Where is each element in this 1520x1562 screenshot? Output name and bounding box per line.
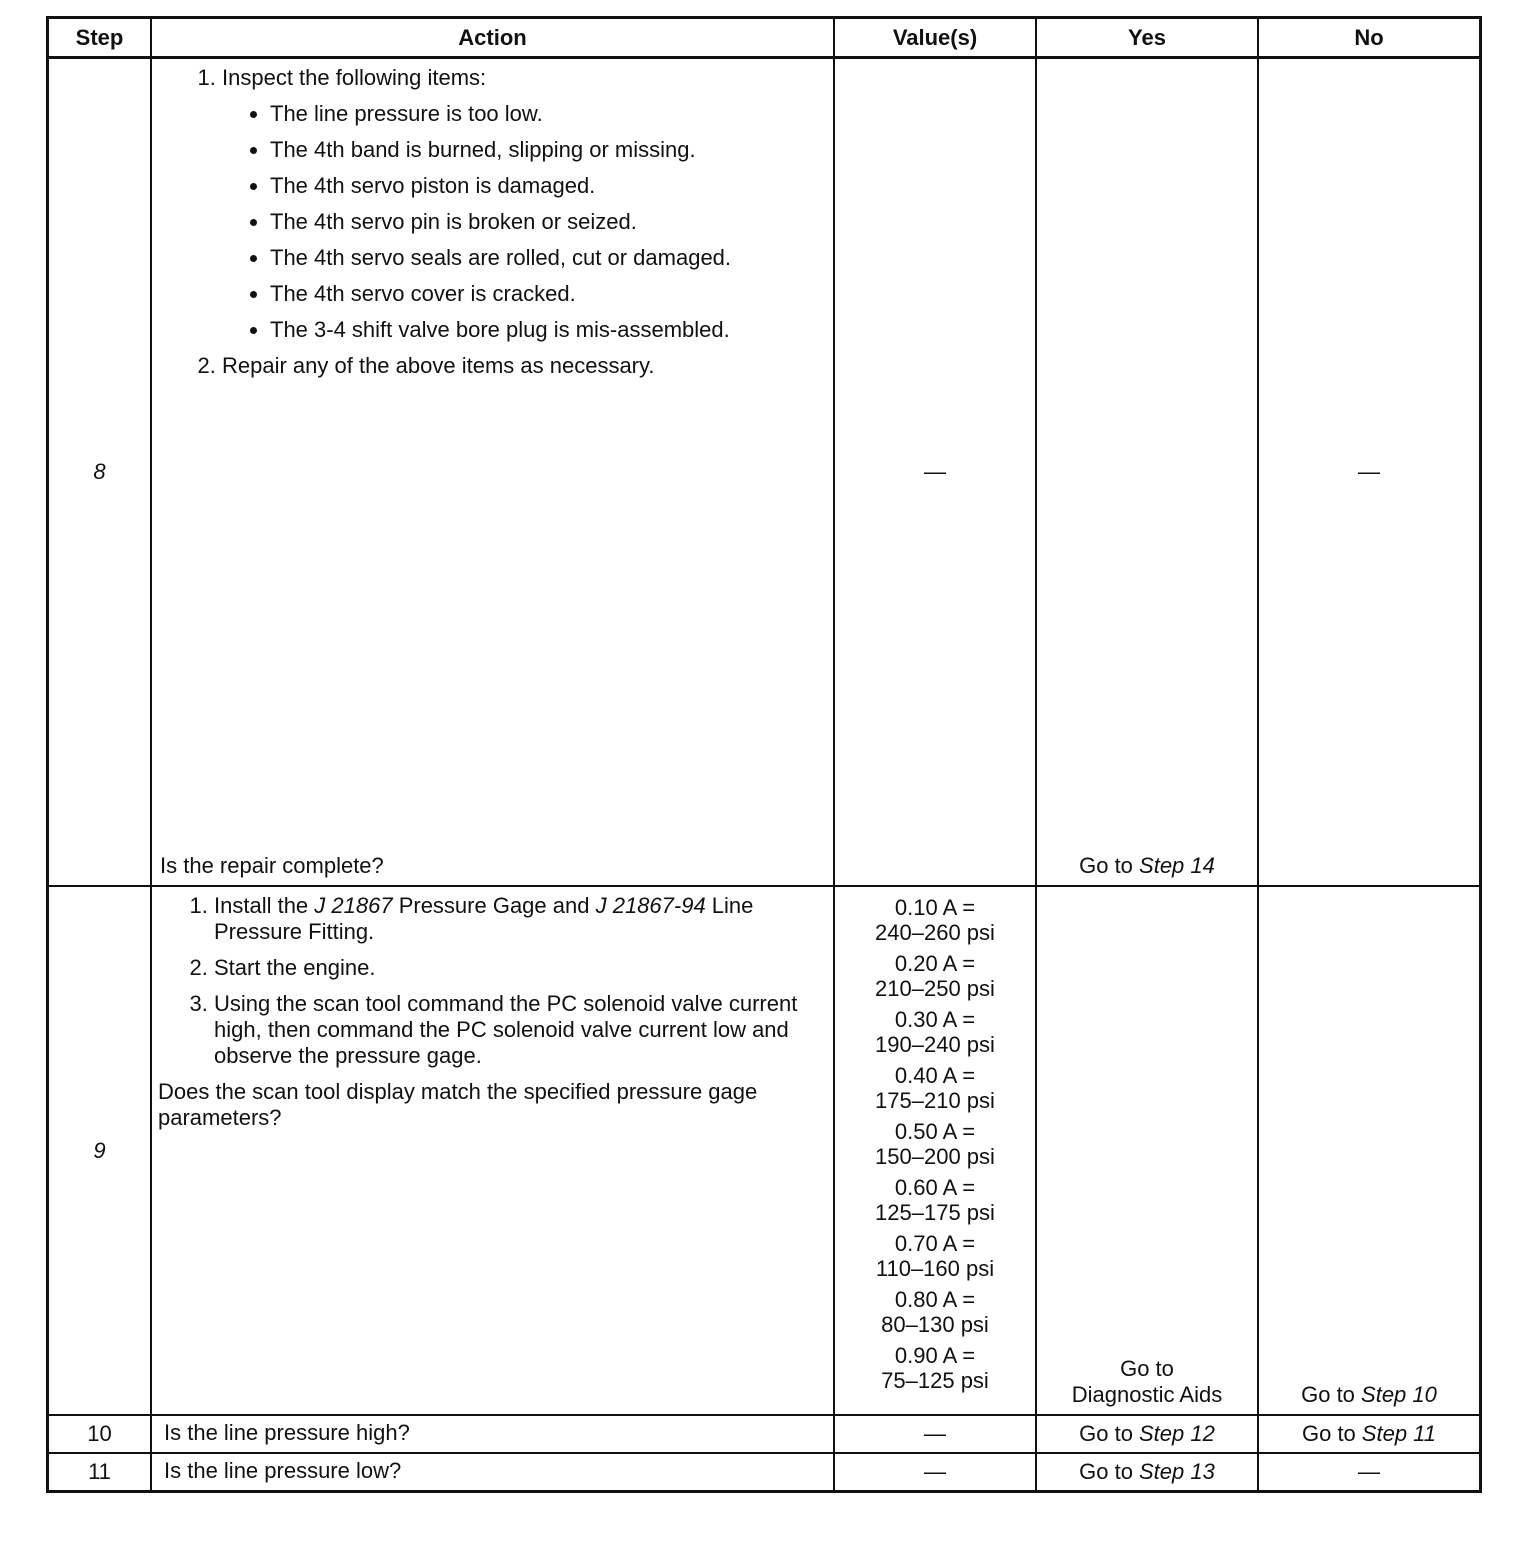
action-step-1 [222, 65, 825, 343]
action-step-2: 2. Start the engine. [214, 955, 825, 981]
value-pair [835, 1119, 1035, 1169]
value-current: 0.70 A = [894, 1231, 976, 1256]
yes-cell [1037, 887, 1259, 1414]
value-pressure: 75–125 psi [881, 1368, 989, 1393]
value-pressure: 175–210 psi [875, 1088, 995, 1113]
no-dash: — [1358, 459, 1380, 484]
no-cell [1259, 1454, 1479, 1490]
action-step-text: Inspect the following items: [222, 65, 487, 90]
yes-prefix: Go to [1079, 1421, 1133, 1446]
values-dash: — [924, 1459, 946, 1484]
yes-step-ref: Step 12 [1138, 1421, 1215, 1446]
value-pressure: 210–250 psi [875, 976, 995, 1001]
tool-ref: J 21867 [314, 893, 393, 918]
value-pressure: 240–260 psi [875, 920, 995, 945]
value-current: 0.40 A = [894, 1063, 976, 1088]
table-header-row [49, 19, 1479, 59]
table-row-step-11 [49, 1454, 1479, 1490]
action-text: Line Pressure Fitting. [214, 893, 754, 944]
values-cell [835, 887, 1037, 1414]
inspection-item: • The line pressure is too low. [270, 101, 825, 127]
value-pressure: 190–240 psi [875, 1032, 995, 1057]
inspection-item: • The 4th servo piston is damaged. [270, 173, 825, 199]
diagnostic-table [46, 16, 1482, 1493]
header-action: Action [152, 19, 835, 56]
value-pair [835, 1063, 1035, 1113]
header-step: Step [49, 19, 152, 56]
action-step-2 [222, 353, 825, 379]
no-cell [1259, 887, 1479, 1414]
no-prefix: Go to [1301, 1421, 1356, 1446]
inspection-items [222, 101, 825, 343]
no-dash: — [1358, 1459, 1380, 1484]
values-dash: — [924, 459, 946, 484]
yes-prefix: Go to [1079, 1459, 1133, 1484]
value-pressure: 110–160 psi [875, 1256, 995, 1281]
yes-prefix: Go to [1079, 853, 1140, 878]
action-question: Is the line pressure high? [152, 1416, 835, 1452]
inspection-item: • The 4th band is burned, slipping or missing. [270, 137, 825, 163]
no-step-ref: Step 10 [1361, 1382, 1437, 1407]
table-row-step-10 [49, 1416, 1479, 1454]
action-text: Pressure Gage and [392, 893, 596, 918]
action-steps [156, 893, 825, 1069]
value-current: 0.90 A = [894, 1343, 976, 1368]
header-values: Value(s) [835, 19, 1037, 56]
action-question: Does the scan tool display match the specified pressure gage parameters? [158, 1079, 758, 1130]
value-pressure: 150–200 psi [875, 1144, 995, 1169]
action-step-1 [214, 893, 825, 945]
no-step-ref: Step 11 [1361, 1421, 1437, 1446]
values-cell [835, 59, 1037, 885]
action-text: Install the [214, 893, 315, 918]
step-number: 8 [49, 59, 152, 885]
value-pair [835, 951, 1035, 1001]
yes-line-1: Go to [1120, 1356, 1174, 1381]
table-row-step-8 [49, 59, 1479, 887]
inspection-item: • The 4th servo cover is cracked. [270, 281, 825, 307]
step-number: 11 [49, 1454, 152, 1490]
value-pressure: 125–175 psi [875, 1200, 995, 1225]
action-steps [164, 65, 825, 379]
yes-cell [1037, 59, 1259, 885]
no-cell [1259, 59, 1479, 885]
inspection-item: • The 3-4 shift valve bore plug is mis-assembled. [270, 317, 825, 343]
inspection-item: • The 4th servo pin is broken or seized. [270, 209, 825, 235]
header-no: No [1354, 25, 1384, 50]
action-cell [152, 59, 835, 885]
value-current: 0.60 A = [894, 1175, 976, 1200]
values-cell [835, 1416, 1037, 1452]
values-dash: — [924, 1421, 946, 1446]
yes-step-ref: Step 14 [1139, 853, 1215, 878]
value-current: 0.30 A = [894, 1007, 976, 1032]
value-current: 0.20 A = [894, 951, 976, 976]
yes-line-2: Diagnostic Aids [1071, 1382, 1223, 1407]
yes-link[interactable] [1037, 853, 1257, 879]
action-question: Is the repair complete? [160, 853, 384, 878]
table-row-step-9 [49, 887, 1479, 1416]
action-cell [152, 887, 835, 1414]
yes-step-ref: Step 13 [1138, 1459, 1215, 1484]
no-link[interactable] [1259, 1416, 1479, 1452]
no-prefix: Go to [1301, 1382, 1362, 1407]
header-yes: Yes [1037, 19, 1259, 56]
value-current: 0.50 A = [894, 1119, 976, 1144]
action-step-3: 3. Using the scan tool command the PC solenoid valve current high, then command the PC solenoid valve current low and observe the pressure gage. [214, 991, 825, 1069]
action-question: Is the line pressure low? [152, 1454, 835, 1490]
value-pressure: 80–130 psi [881, 1312, 989, 1337]
value-pair [835, 1287, 1035, 1337]
value-pair [835, 1231, 1035, 1281]
step-number: 10 [49, 1416, 152, 1452]
value-pair [835, 1343, 1035, 1393]
yes-link[interactable] [1037, 1416, 1259, 1452]
value-pair [835, 895, 1035, 945]
inspection-item: • The 4th servo seals are rolled, cut or damaged. [270, 245, 825, 271]
action-step-text: Repair any of the above items as necessary. [222, 353, 655, 378]
no-link[interactable] [1259, 1382, 1479, 1408]
tool-ref: J 21867-94 [595, 893, 706, 918]
yes-link[interactable] [1037, 1454, 1259, 1490]
value-pair [835, 1007, 1035, 1057]
yes-link[interactable] [1037, 1356, 1257, 1408]
values-cell [835, 1454, 1037, 1490]
value-pair [835, 1175, 1035, 1225]
value-current: 0.10 A = [894, 895, 976, 920]
value-current: 0.80 A = [894, 1287, 976, 1312]
step-number: 9 [49, 887, 152, 1414]
